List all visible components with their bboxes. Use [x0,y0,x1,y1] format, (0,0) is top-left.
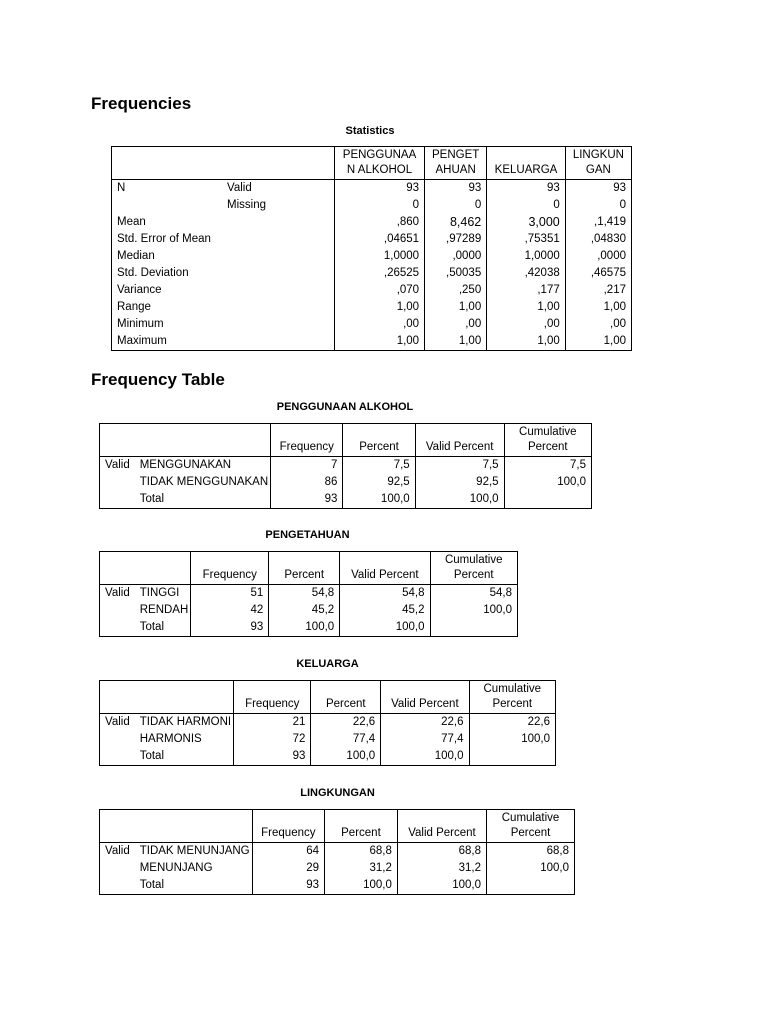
category-label: TIDAK HARMONI [135,714,234,732]
stats-value: ,250 [425,282,487,299]
valid-label [100,877,135,895]
freq-cell-pct: 45,2 [269,602,340,619]
freq-cell-cum: 100,0 [557,476,586,488]
stats-row-label: N [117,182,126,194]
category-label: MENUNJANG [135,860,252,877]
freq-cell-valid: 100,0 [340,619,430,637]
freq-cell-freq: 7 [271,457,343,475]
freq-row [100,714,556,732]
stats-row-sublabel [222,333,334,351]
freq-cell-pct: 100,0 [311,748,381,766]
freq-cell-freq: 21 [234,714,311,732]
freq-column-header [397,810,486,843]
valid-label [100,474,135,491]
stats-row-label: Std. Deviation [117,267,189,279]
freq-cell-pct: 31,2 [325,860,398,877]
stats-value: ,0000 [425,248,487,265]
stats-row [112,299,632,316]
stats-value: 93 [425,180,487,198]
stats-row [112,248,632,265]
column-header-line: PENGET [432,149,480,161]
stats-row-sublabel: Missing [222,197,334,214]
freq-row [100,491,592,509]
freq-cell-pct: 100,0 [343,491,415,509]
stats-value: ,860 [334,214,424,231]
category-label: TIDAK MENGGUNAKAN [135,474,271,491]
freq-row [100,619,518,637]
stats-row-sublabel [222,231,334,248]
column-header-line: Cumulative [501,812,560,824]
freq-column-header [381,681,469,714]
column-header-line: Valid Percent [391,698,459,710]
stats-value: ,070 [334,282,424,299]
column-header-line: Percent [359,441,399,453]
freq-cell-cum: 100,0 [483,604,512,616]
column-header-line: Percent [284,569,325,581]
stats-value: 1,00 [487,333,566,351]
stats-value: 1,00 [603,301,626,313]
freq-row [100,748,556,766]
freq-cell-pct: 7,5 [343,457,415,475]
column-header-line: Cumulative [519,426,577,438]
stats-column-header [334,147,424,180]
frequency-table-penggunaan-alkohol [99,423,592,509]
freq-cell-cum: 54,8 [489,587,512,599]
stats-value: 93 [613,182,626,194]
category-label: Total [135,619,191,637]
column-header-line: Percent [510,827,551,839]
stats-value: ,00 [487,316,566,333]
freq-cell-valid: 68,8 [397,843,486,861]
freq-column-header [487,810,575,843]
column-header-line: Frequency [279,441,334,453]
column-header-line: Frequency [245,698,300,710]
freq-column-header [191,552,269,585]
column-header-line: Valid Percent [425,441,494,453]
stats-column-header [565,147,631,180]
freq-column-header [340,552,430,585]
stats-value: ,26525 [334,265,424,282]
column-header-line: KELUARGA [494,164,558,176]
valid-label [100,860,135,877]
stats-row-sublabel [222,299,334,316]
column-header-line: AHUAN [435,164,476,176]
freq-header-blank [100,810,253,843]
freq-header-blank [100,424,271,457]
category-label: Total [135,748,234,766]
table-title-penggunaan-alkohol: PENGGUNAAN ALKOHOL [276,401,414,413]
freq-column-header [234,681,311,714]
freq-cell-valid: 22,6 [381,714,469,732]
column-header-line: Frequency [261,827,316,839]
valid-label [100,748,135,766]
freq-row [100,731,556,748]
stats-value: ,00 [610,318,626,330]
stats-value: ,0000 [597,250,626,262]
stats-row [112,180,632,198]
stats-row-label: Mean [117,216,146,228]
freq-cell-pct: 22,6 [311,714,381,732]
freq-column-header [311,681,381,714]
stats-row-label: Median [117,250,155,262]
table-title-lingkungan: LINGKUNGAN [300,787,375,799]
column-header-line: Percent [492,698,533,710]
freq-cell-freq: 86 [271,474,343,491]
column-header-line: Frequency [202,569,257,581]
freq-cell-pct: 77,4 [311,731,381,748]
frequency-table-lingkungan [99,809,575,895]
freq-cell-pct: 54,8 [269,585,340,603]
stats-value: 1,00 [334,299,424,316]
stats-value: 8,462 [425,214,487,231]
stats-row [112,231,632,248]
column-header-line: Valid Percent [408,827,476,839]
freq-cell-cum [504,491,591,509]
valid-label [100,619,135,637]
stats-value: 93 [334,180,424,198]
frequency-table-heading: Frequency Table [91,370,225,389]
stats-row-label: Minimum [117,318,164,330]
stats-value: 0 [619,199,626,211]
category-label: Total [135,877,252,895]
stats-value: ,50035 [425,265,487,282]
freq-column-header [325,810,398,843]
freq-cell-valid: 100,0 [415,491,504,509]
statistics-caption: Statistics [345,125,395,137]
table-title-keluarga: KELUARGA [296,658,359,670]
stats-row-sublabel [222,265,334,282]
freq-row [100,474,592,491]
column-header-line: Percent [527,441,568,453]
stats-value: 1,00 [603,335,626,347]
category-label: TINGGI [135,585,191,603]
category-label: HARMONIS [135,731,234,748]
stats-column-header [487,147,566,180]
stats-row [112,197,632,214]
stats-value: 1,0000 [487,248,566,265]
freq-cell-pct: 92,5 [343,474,415,491]
stats-value: 1,00 [334,333,424,351]
category-label: Total [135,491,271,509]
stats-value: ,177 [487,282,566,299]
freq-cell-valid: 92,5 [415,474,504,491]
frequency-table-keluarga [99,680,556,766]
freq-cell-valid: 100,0 [397,877,486,895]
column-header-line: Cumulative [483,683,542,695]
valid-label [100,731,135,748]
category-label: MENGGUNAKAN [135,457,271,475]
valid-label [100,602,135,619]
valid-label [100,491,135,509]
category-label: TIDAK MENUNJANG [135,843,252,861]
column-header-line: LINGKUN [572,149,624,161]
freq-cell-freq: 93 [271,491,343,509]
stats-value: 1,0000 [334,248,424,265]
statistics-table [111,146,632,351]
freq-cell-cum [469,748,555,766]
freq-row [100,585,518,603]
freq-row [100,602,518,619]
column-header-line [492,148,560,163]
freq-column-header [271,424,343,457]
freq-cell-freq: 93 [191,619,269,637]
freq-cell-valid: 100,0 [381,748,469,766]
column-header-line: PENGGUNAA [342,149,417,161]
freq-row [100,860,575,877]
freq-cell-pct: 100,0 [325,877,398,895]
freq-cell-valid: 54,8 [340,585,430,603]
valid-label: Valid [105,459,130,471]
stats-value: 0 [334,197,424,214]
freq-cell-valid: 45,2 [340,602,430,619]
stats-row-label: Std. Error of Mean [117,233,211,245]
frequencies-heading: Frequencies [91,94,192,113]
stats-row-sublabel [222,214,334,231]
stats-value: 1,00 [425,299,487,316]
stats-value: 1,00 [487,299,566,316]
freq-cell-freq: 42 [191,602,269,619]
stats-value: 0 [425,197,487,214]
freq-cell-freq: 29 [252,860,324,877]
column-header-line: N ALKOHOL [346,164,413,176]
stats-row-sublabel [222,282,334,299]
frequency-table-pengetahuan [99,551,518,637]
stats-value: ,00 [334,316,424,333]
freq-column-header [269,552,340,585]
freq-cell-cum: 100,0 [521,733,550,745]
stats-value: ,217 [603,284,626,296]
freq-column-header [430,552,518,585]
category-label: RENDAH [135,602,191,619]
freq-row [100,877,575,895]
stats-value: ,04651 [334,231,424,248]
freq-cell-cum [487,877,575,895]
freq-cell-valid: 31,2 [397,860,486,877]
freq-column-header [469,681,555,714]
stats-value: 3,000 [487,214,566,231]
freq-cell-cum: 100,0 [540,862,569,874]
freq-cell-pct: 68,8 [325,843,398,861]
stats-header-blank [112,147,335,180]
stats-row-sublabel [222,316,334,333]
freq-column-header [343,424,415,457]
stats-value: 93 [487,180,566,198]
freq-header-blank [100,681,234,714]
stats-row [112,214,632,231]
stats-row-label: Maximum [117,335,167,347]
column-header-line: Valid Percent [351,569,419,581]
freq-cell-cum [430,619,518,637]
stats-row-sublabel [222,248,334,265]
column-header-line: Percent [325,698,366,710]
stats-value: ,42038 [487,265,566,282]
freq-column-header [252,810,324,843]
column-header-line: Percent [341,827,381,839]
freq-cell-cum: 68,8 [546,845,569,857]
freq-cell-freq: 51 [191,585,269,603]
table-title-pengetahuan: PENGETAHUAN [265,529,350,541]
freq-cell-valid: 7,5 [415,457,504,475]
freq-cell-valid: 77,4 [381,731,469,748]
stats-row [112,333,632,351]
stats-row [112,316,632,333]
stats-value: ,97289 [425,231,487,248]
freq-row [100,843,575,861]
stats-row [112,282,632,299]
freq-cell-cum: 22,6 [527,716,550,728]
stats-row-label [112,197,223,214]
freq-cell-pct: 100,0 [269,619,340,637]
column-header-line: Percent [453,569,494,581]
freq-row [100,457,592,475]
stats-value: 0 [487,197,566,214]
freq-cell-freq: 93 [234,748,311,766]
stats-value: ,04830 [590,233,626,245]
stats-row [112,265,632,282]
stats-value: ,75351 [487,231,566,248]
stats-row-sublabel: Valid [222,180,334,198]
freq-column-header [415,424,504,457]
freq-cell-freq: 93 [252,877,324,895]
freq-column-header [504,424,591,457]
stats-row-label: Range [117,301,151,313]
stats-value: ,00 [425,316,487,333]
column-header-line: GAN [585,164,611,176]
valid-label: Valid [105,587,130,599]
valid-label: Valid [105,716,130,728]
stats-row-label: Variance [117,284,162,296]
stats-value: ,1,419 [594,216,626,228]
stats-value: 1,00 [425,333,487,351]
stats-column-header [425,147,487,180]
freq-header-blank [100,552,191,585]
freq-cell-freq: 64 [252,843,324,861]
freq-cell-freq: 72 [234,731,311,748]
freq-cell-cum: 7,5 [570,459,586,471]
valid-label: Valid [105,845,130,857]
column-header-line: Cumulative [444,554,503,566]
stats-value: ,46575 [590,267,626,279]
